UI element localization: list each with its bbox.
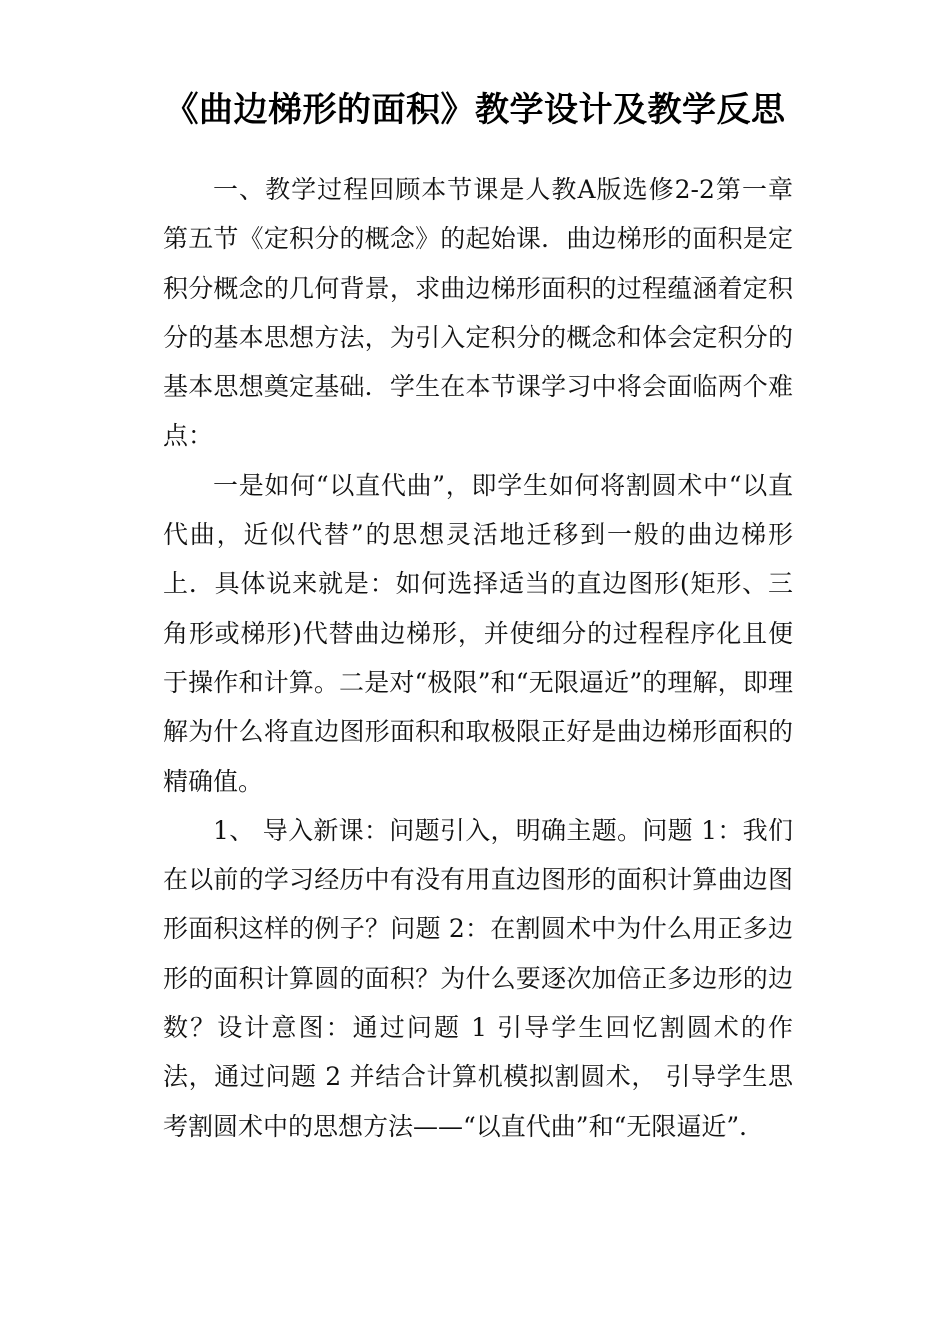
- paragraph-teaching-review: 一、教学过程回顾本节课是人教A版选修2-2第一章第五节《定积分的概念》的起始课．曲边梯形的面积是定积分概念的几何背景，求曲边梯形面积的过程蕴涵着定积分的基本思想方法，为引入定积分的概念和体会定积分的基本思想奠定基础．学生在本节课学习中将会面临两个难点：: [163, 175, 793, 451]
- document-title: 《曲边梯形的面积》教学设计及教学反思: [164, 90, 786, 130]
- paragraph-lesson-intro: 1、 导入新课：问题引入，明确主题。问题 1：我们在以前的学习经历中有没有用直边图形的面积计算曲边图形面积这样的例子？问题 2：在割圆术中为什么用正多边形的面积计算圆的面积？为什么要逐次加倍正多边形的边数？设计意图：通过问题 1 引导学生回忆割圆术的作法，通过问题 2 并结合计算机模拟割圆术， 引导学生思考割圆术中的思想方法——“以直代曲”和“无限逼近”．: [163, 815, 793, 1141]
- document-body: [163, 165, 793, 1151]
- paragraph-difficulties: 一是如何“以直代曲”，即学生如何将割圆术中“以直代曲，近似代替”的思想灵活地迁移到一般的曲边梯形上．具体说来就是：如何选择适当的直边图形(矩形、三角形或梯形)代替曲边梯形，并使细分的过程程序化且便于操作和计算。二是对“极限”和“无限逼近”的理解，即理解为什么将直边图形面积和取极限正好是曲边梯形面积的精确值。: [163, 470, 793, 796]
